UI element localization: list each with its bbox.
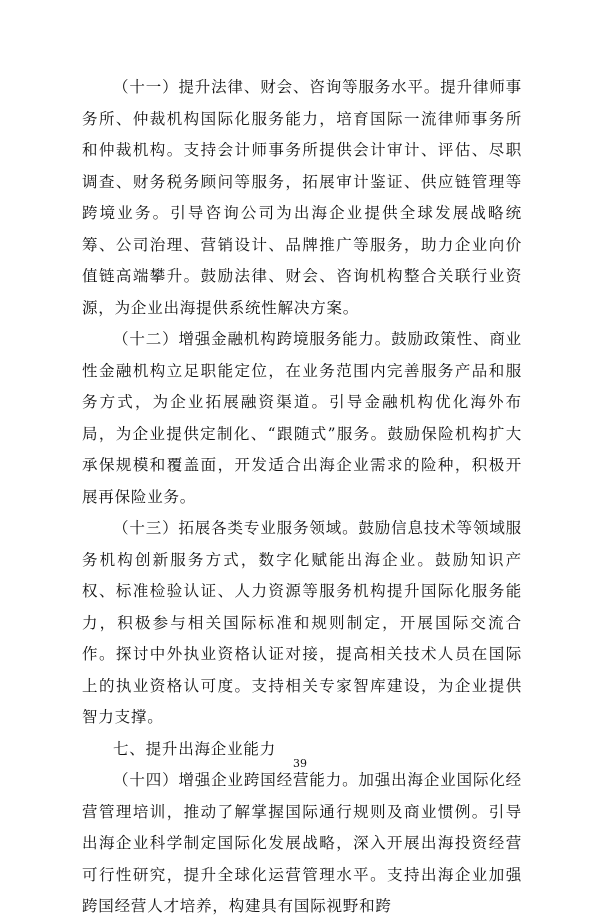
paragraph-14: （十四）增强企业跨国经营能力。加强出海企业国际化经营管理培训，推动了解掌握国际通行规则及商业惯例。引导出海企业科学制定国际化发展战略，深入开展出海投资经营可行性研究，提升全球化运营管理水平。支持出海企业加强跨国经营人才培养，构建具有国际视野和跨	[82, 771, 522, 915]
paragraph-11: （十一）提升法律、财会、咨询等服务水平。提升律师事务所、仲裁机构国际化服务能力，培育国际一流律师事务所和仲裁机构。支持会计师事务所提供会计审计、评估、尽职调查、财务税务顾问等服务，拓展审计鉴证、供应链管理等跨境业务。引导咨询公司为出海企业提供全球发展战略统筹、公司治理、营销设计、品牌推广等服务，助力企业向价值链高端攀升。鼓励法律、财会、咨询机构整合关联行业资源，为企业出海提供系统性解决方案。	[82, 78, 522, 317]
section-heading: 七、提升出海企业能力	[113, 739, 277, 758]
paragraph-13: （十三）拓展各类专业服务领域。鼓励信息技术等领域服务机构创新服务方式，数字化赋能出海企业。鼓励知识产权、标准检验认证、人力资源等服务机构提升国际化服务能力，积极参与相关国际标准和规则制定，开展国际交流合作。探讨中外执业资格认证对接，提高相关技术人员在国际上的执业资格认可度。支持相关专家智库建设，为企业提供智力支撑。	[82, 519, 522, 726]
paragraph-12: （十二）增强金融机构跨境服务能力。鼓励政策性、商业性金融机构立足职能定位，在业务范围内完善服务产品和服务方式，为企业拓展融资渠道。引导金融机构优化海外布局，为企业提供定制化、“跟随式”服务。鼓励保险机构扩大承保规模和覆盖面，开发适合出海企业需求的险种，积极开展再保险业务。	[82, 330, 522, 506]
body-text	[82, 72, 522, 923]
page-number: 39	[293, 757, 307, 770]
